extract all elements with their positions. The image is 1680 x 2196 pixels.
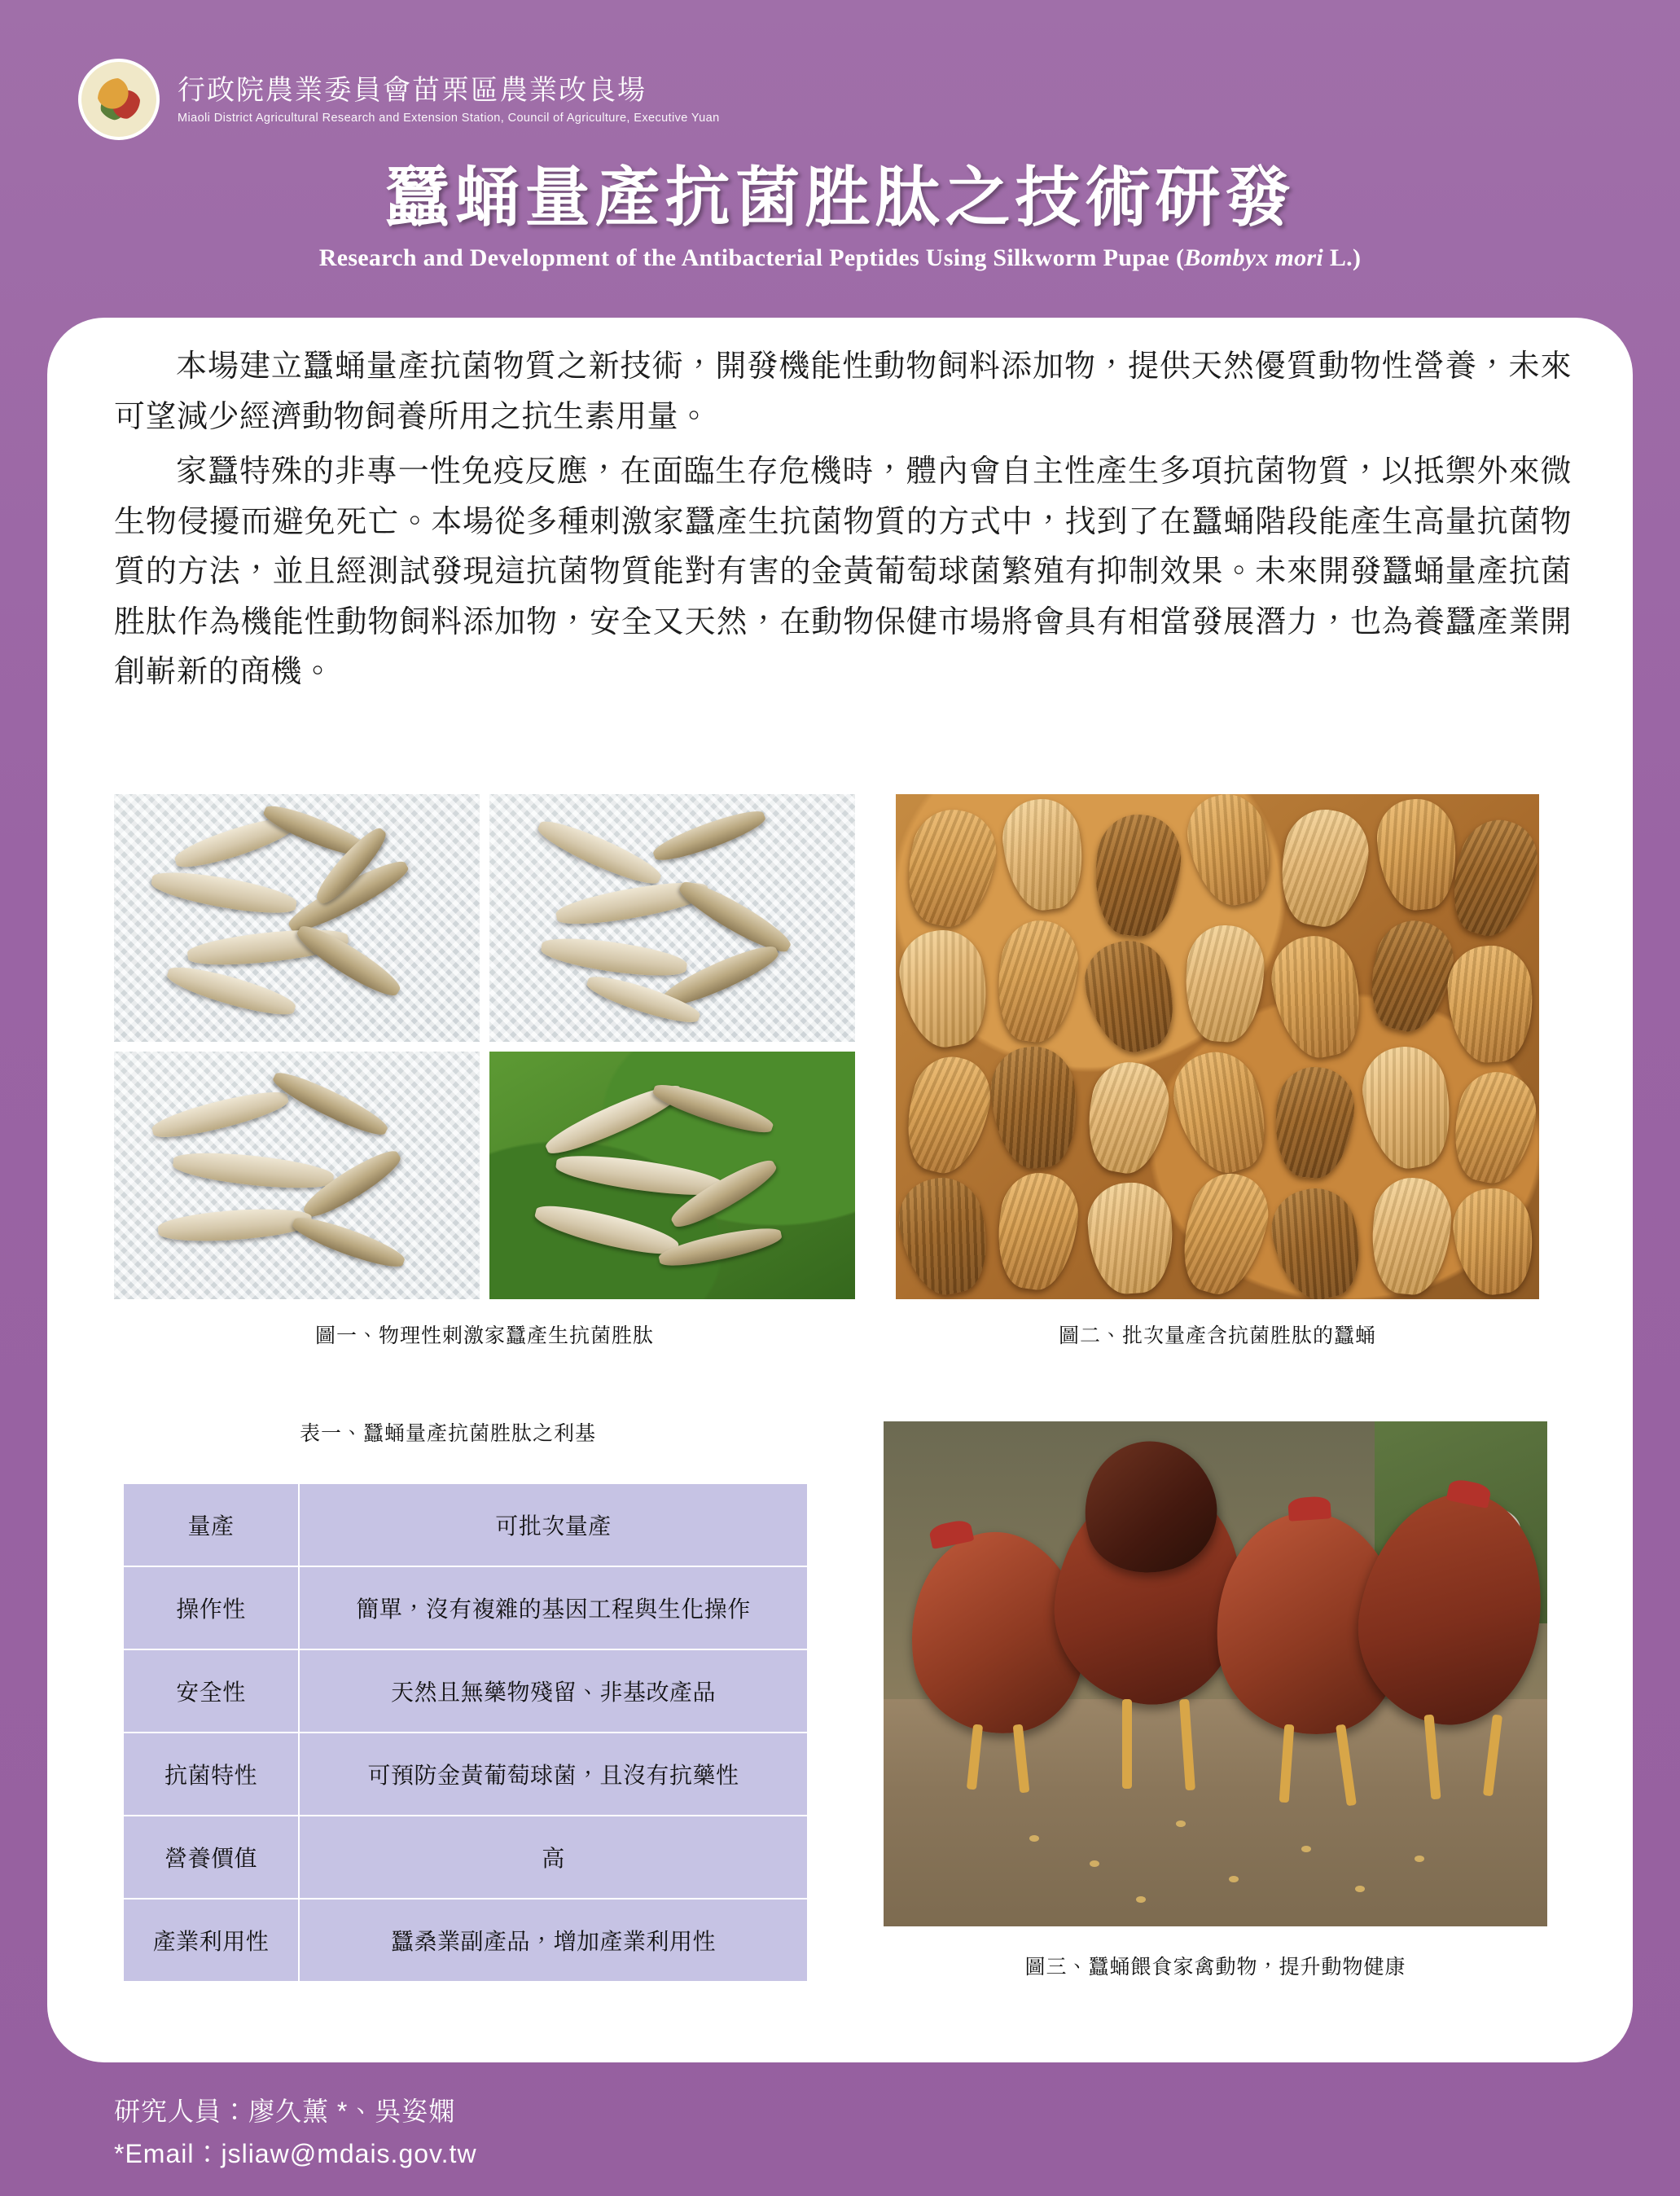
abstract-text (114, 342, 1572, 703)
benefits-table (122, 1482, 809, 1983)
table-cell-value: 簡單，沒有複雜的基因工程與生化操作 (299, 1566, 808, 1649)
table-cell-key: 量產 (123, 1483, 299, 1566)
table-cell-value: 可預防金黃葡萄球菌，且沒有抗藥性 (299, 1733, 808, 1816)
table-row (123, 1733, 808, 1816)
poster-header (0, 0, 1680, 318)
organization-logo-block (78, 59, 720, 140)
contact-email-line: *Email：jsliaw@mdais.gov.tw (114, 2139, 477, 2168)
larvae-photo-bottom-left (114, 1052, 480, 1299)
table-cell-value: 可批次量產 (299, 1483, 808, 1566)
table-row (123, 1816, 808, 1899)
table-cell-key: 操作性 (123, 1566, 299, 1649)
organization-name-en: Miaoli District Agricultural Research and Extension Station, Council of Agriculture, Executive Yuan (178, 111, 720, 125)
page-title-en-post: L.) (1323, 244, 1362, 271)
species-name-italic: Bombyx mori (1184, 244, 1324, 271)
table-cell-value: 天然且無藥物殘留、非基改產品 (299, 1649, 808, 1733)
organization-name-cn: 行政院農業委員會苗栗區農業改良場 (178, 75, 647, 107)
poster-footer (0, 2062, 1680, 2196)
table-cell-value: 高 (299, 1816, 808, 1899)
larvae-photo-top-left (114, 794, 480, 1042)
benefits-table-body (123, 1483, 808, 1982)
agency-seal-icon (78, 59, 160, 140)
table-cell-key: 產業利用性 (123, 1899, 299, 1982)
dirt-ground (884, 1699, 1547, 1926)
table-row (123, 1566, 808, 1649)
abstract-paragraph-1: 本場建立蠶蛹量產抗菌物質之新技術，開發機能性動物飼料添加物，提供天然優質動物性營養，未來可望減少經濟動物飼養所用之抗生素用量。 (114, 349, 1572, 434)
table-1-title: 表一、蠶蛹量產抗菌胜肽之利基 (299, 1422, 596, 1445)
researchers-line: 研究人員：廖久薰 *、吳姿嫻 (114, 2097, 456, 2126)
page-title-en-pre: Research and Development of the Antibacterial Peptides Using Silkworm Pupae ( (318, 244, 1185, 271)
larvae-photo-top-right (489, 794, 855, 1042)
table-cell-value: 蠶桑業副產品，增加產業利用性 (299, 1899, 808, 1982)
table-cell-key: 抗菌特性 (123, 1733, 299, 1816)
figure-1-image-grid (114, 794, 855, 1299)
table-row (123, 1649, 808, 1733)
figure-3-caption: 圖三、蠶蛹餵食家禽動物，提升動物健康 (1024, 1956, 1406, 1979)
figure-1-caption: 圖一、物理性刺激家蠶產生抗菌胜肽 (314, 1324, 654, 1347)
larvae-on-mulberry-leaf-photo (489, 1052, 855, 1299)
abstract-paragraph-2: 家蠶特殊的非專一性免疫反應，在面臨生存危機時，體內會自主性產生多項抗菌物質，以抵禦外來微生物侵擾而避免死亡。本場從多種刺激家蠶產生抗菌物質的方式中，找到了在蠶蛹階段能產生高量抗菌物質的方法，並且經測試發現這抗菌物質能對有害的金黃葡萄球菌繁殖有抑制效果。未來開發蠶蛹量產抗菌胜肽作為機能性動物飼料添加物，安全又天然，在動物保健市場將會具有相當發展潛力，也為養蠶產業開創嶄新的商機。 (114, 455, 1572, 690)
table-row (123, 1483, 808, 1566)
page-title-en (0, 244, 1680, 272)
organization-names (178, 73, 720, 125)
figure-2-caption: 圖二、批次量產含抗菌胜肽的蠶蛹 (1058, 1324, 1376, 1347)
table-cell-key: 營養價值 (123, 1816, 299, 1899)
table-cell-key: 安全性 (123, 1649, 299, 1733)
figure-2-pupae-photo (896, 794, 1539, 1299)
figure-3-chickens-photo (884, 1421, 1547, 1926)
table-row (123, 1899, 808, 1982)
page-title-cn: 蠶蛹量產抗菌胜肽之技術研發 (384, 161, 1296, 234)
